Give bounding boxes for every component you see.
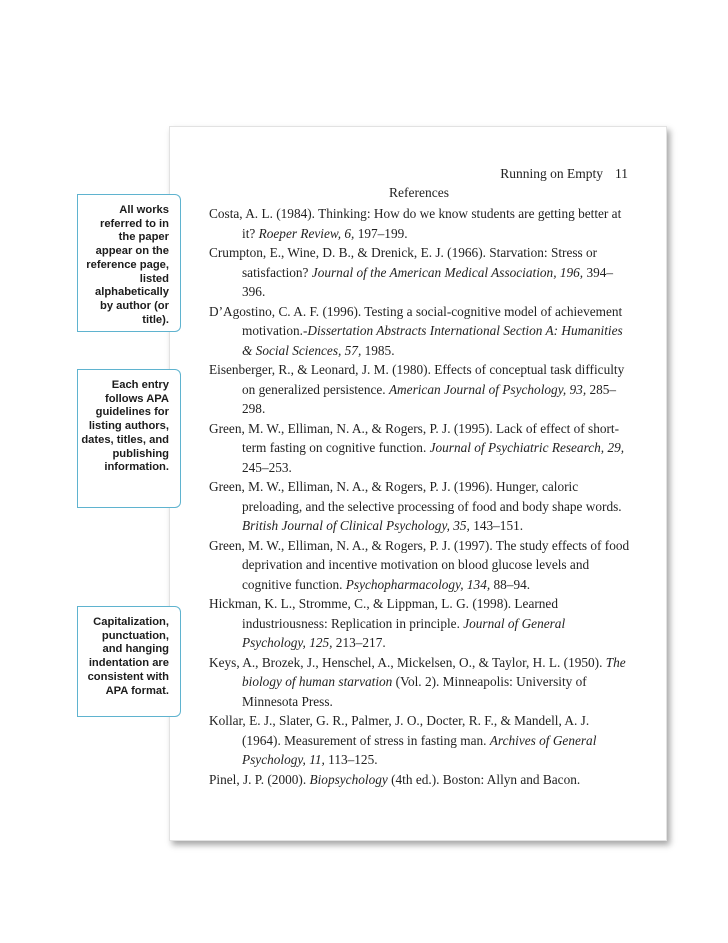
reference-source: Journal of Psychiatric Research, 29, (429, 440, 625, 455)
reference-pages: (Vol. 2). Minneapolis: University of Minnesota Press. (242, 674, 587, 709)
reference-entry (209, 204, 631, 243)
page-number: 11 (615, 166, 628, 181)
reference-text: Green, M. W., Elliman, N. A., & Rogers, P. J. (1995). Lack of effect of short-term fasting on cognitive function. (209, 420, 620, 455)
reference-pages: 143–151. (469, 518, 524, 533)
reference-entry (209, 653, 631, 712)
reference-entry (209, 536, 631, 595)
reference-text: Green, M. W., Elliman, N. A., & Rogers, P. J. (1997). The study effects of food deprivation and incentive motivation on blood glucose levels and cognitive function. (209, 537, 630, 592)
reference-entry (209, 477, 631, 536)
reference-pages: 285–298. (242, 381, 617, 416)
reference-pages: 88–94. (490, 576, 531, 592)
reference-entry (209, 711, 631, 770)
reference-source: Journal of General Psychology, 125, (242, 615, 566, 650)
reference-source: British Journal of Clinical Psychology, 35, (242, 518, 470, 533)
reference-pages: 1985. (361, 342, 395, 358)
reference-text: Hickman, K. L., Stromme, C., & Lippman, L. G. (1998). Learned industriousness: Replication in principle. (209, 596, 558, 631)
reference-text: Keys, A., Brozek, J., Henschel, A., Mickelsen, O., & Taylor, H. L. (1950). (209, 654, 606, 670)
reference-list (209, 204, 631, 789)
reference-text: Kollar, E. J., Slater, G. R., Palmer, J. O., Docter, R. F., & Mandell, A. J. (1964). Measurement of stress in fasting man. (209, 713, 590, 748)
reference-text: Crumpton, E., Wine, D. B., & Drenick, E. J. (1966). Starvation: Stress or satisfaction? (209, 245, 598, 280)
reference-entry (209, 770, 631, 790)
reference-source: Psychopharmacology, 134, (345, 576, 491, 592)
running-head-title: Running on Empty (500, 166, 603, 181)
reference-text: D’Agostino, C. A. F. (1996). Testing a social-cognitive model of achievement motivation. (209, 303, 623, 338)
reference-source: -Dissertation Abstracts International Section A: Humanities & Social Sciences, 57, (242, 323, 623, 358)
reference-entry (209, 243, 631, 302)
reference-pages: 394–396. (242, 264, 614, 299)
reference-entry (209, 594, 631, 653)
reference-text: Eisenberger, R., & Leonard, J. M. (1980). Effects of conceptual task difficulty on generalized persistence. (209, 362, 625, 397)
reference-pages: 197–199. (354, 225, 408, 241)
reference-source: American Journal of Psychology, 93, (388, 381, 587, 397)
reference-text: Costa, A. L. (1984). Thinking: How do we know students are getting better at it? (209, 206, 622, 241)
annotation-callout-apa-guidelines: Each entry follows APA guidelines for listing authors, dates, titles, and publishing information. (77, 369, 181, 508)
reference-source: Journal of the American Medical Association, 196, (311, 264, 584, 280)
running-head (480, 166, 628, 182)
reference-source: The biology of human starvation (242, 654, 626, 689)
references-heading: References (389, 185, 449, 200)
reference-source: Archives of General Psychology, 11, (242, 732, 597, 767)
reference-source: Roeper Review, 6, (258, 225, 355, 241)
reference-pages: (4th ed.). Boston: Allyn and Bacon. (387, 771, 581, 787)
reference-text: Pinel, J. P. (2000). (209, 771, 310, 787)
reference-entry (209, 360, 631, 419)
reference-pages: 245–253. (242, 459, 292, 475)
reference-text: Green, M. W., Elliman, N. A., & Rogers, P. J. (1996). Hunger, caloric preloading, and the selective processing of food and body shape words. (209, 479, 622, 514)
reference-source: Biopsychology (309, 771, 388, 787)
annotation-callout-alphabetical: All works referred to in the paper appear on the reference page, listed alphabetically by author (or title). (77, 194, 181, 332)
reference-pages: 213–217. (332, 635, 386, 650)
reference-entry (209, 302, 631, 361)
reference-pages: 113–125. (324, 752, 378, 767)
reference-entry (209, 419, 631, 478)
annotation-callout-formatting: Capitalization, punctuation, and hanging indentation are consistent with APA format. (77, 606, 181, 717)
